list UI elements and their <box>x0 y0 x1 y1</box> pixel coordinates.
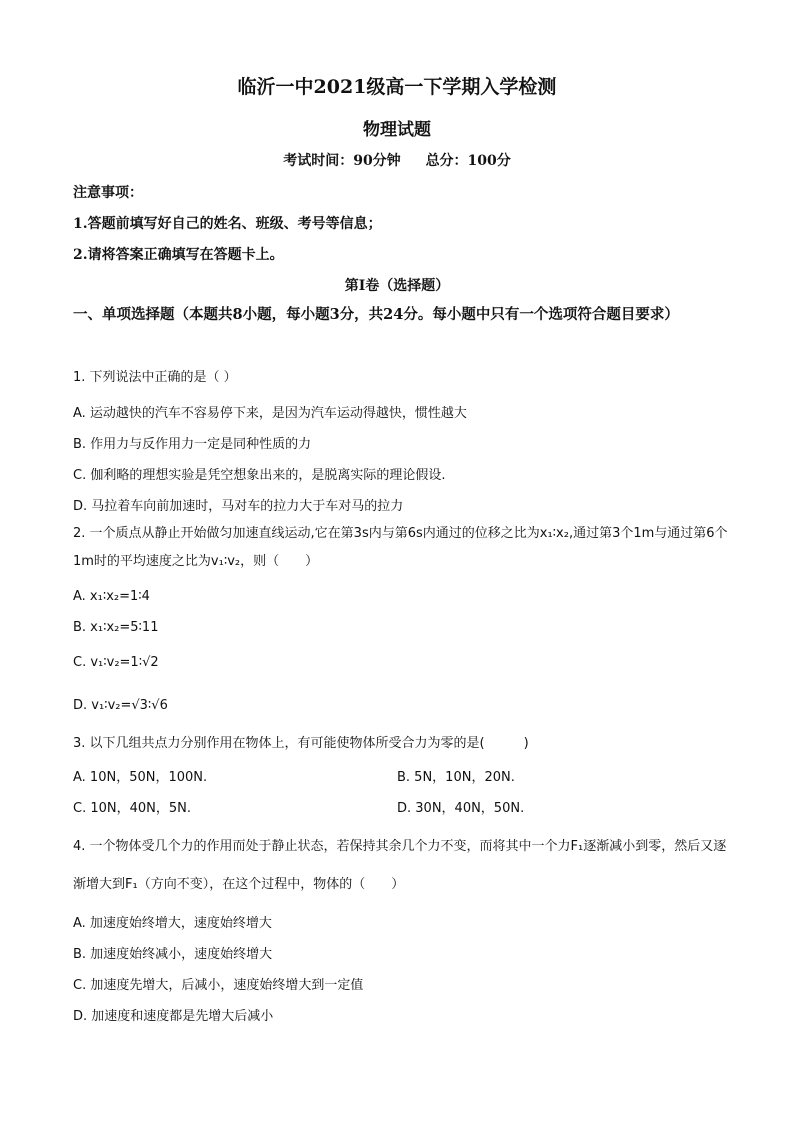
exam-meta <box>0 150 794 170</box>
question-4-option-d: D. 加速度和速度都是先增大后减小 <box>73 1009 274 1024</box>
question-3-option-a: A. 10N，50N，100N. <box>73 770 208 785</box>
question-3-stem: 3. 以下几组共点力分别作用在物体上，有可能使物体所受合力为零的是( ) <box>73 736 529 751</box>
exam-subtitle: 物理试题 <box>363 120 431 140</box>
question-4-option-b: B. 加速度始终减小，速度始终增大 <box>73 947 273 962</box>
question-2-option-d: D. v₁∶v₂=√3∶√6 <box>73 698 168 713</box>
exam-title: 临沂一中2021级高一下学期入学检测 <box>237 76 557 98</box>
question-1-stem: 1. 下列说法中正确的是（ ） <box>73 370 237 385</box>
question-1-option-d: D. 马拉着车向前加速时，马对车的拉力大于车对马的拉力 <box>73 499 404 514</box>
question-3-option-c: C. 10N，40N，5N. <box>73 801 192 816</box>
question-3-option-b: B. 5N，10N，20N. <box>397 770 515 785</box>
exam-score: 总分：100分 <box>425 153 511 169</box>
notes-item-1: 1.答题前填写好自己的姓名、班级、考号等信息； <box>73 216 382 232</box>
question-4-option-a: A. 加速度始终增大，速度始终增大 <box>73 916 272 931</box>
question-2-option-b: B. x₁∶x₂=5∶11 <box>73 620 159 635</box>
notes-heading: 注意事项： <box>73 185 143 201</box>
question-3-option-d: D. 30N，40N，50N. <box>397 801 525 816</box>
question-4-stem: 4. 一个物体受几个力的作用而处于静止状态，若保持其余几个力不变，而将其中一个力F₁逐渐减小到零，然后又逐渐增大到F₁（方向不变），在这个过程中，物体的（ ） <box>73 839 727 892</box>
section-title: 第I卷（选择题） <box>344 278 450 294</box>
question-1-option-b: B. 作用力与反作用力一定是同种性质的力 <box>73 437 312 452</box>
notes-item-2: 2.请将答案正确填写在答题卡上。 <box>73 247 284 263</box>
exam-time: 考试时间：90分钟 <box>283 153 401 169</box>
question-4-option-c: C. 加速度先增大，后减小，速度始终增大到一定值 <box>73 978 364 993</box>
question-1-option-c: C. 伽利略的理想实验是凭空想象出来的，是脱离实际的理论假设. <box>73 468 446 483</box>
question-1-option-a: A. 运动越快的汽车不容易停下来，是因为汽车运动得越快，惯性越大 <box>73 406 467 421</box>
question-2-option-a: A. x₁∶x₂=1∶4 <box>73 589 150 604</box>
question-2-stem: 2. 一个质点从静止开始做匀加速直线运动,它在第3s内与第6s内通过的位移之比为x₁∶x₂,通过第3个1m与通过第6个1m时的平均速度之比为v₁∶v₂，则（ ） <box>73 526 728 569</box>
question-2-option-c: C. v₁∶v₂=1∶√2 <box>73 655 159 670</box>
section-heading: 一、单项选择题（本题共8小题，每小题3分，共24分。每小题中只有一个选项符合题目要求） <box>73 306 679 323</box>
